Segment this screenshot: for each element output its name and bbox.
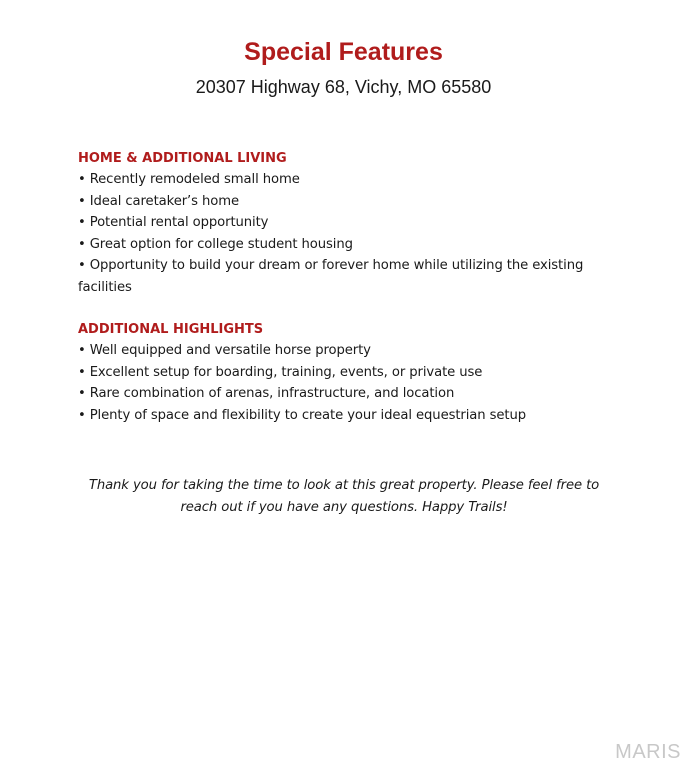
- list-item-text: Great option for college student housing: [89, 236, 353, 252]
- list-item: [78, 234, 618, 256]
- list-item-text: Well equipped and versatile horse property: [89, 343, 371, 358]
- property-address: 20307 Highway 68, Vichy, MO 65580: [195, 77, 492, 97]
- bullet-icon: •: [78, 343, 86, 358]
- bullet-icon: •: [78, 258, 86, 273]
- list-item-text: Opportunity to build your dream or forever home while utilizing the existing facilities: [78, 258, 584, 295]
- list-item: [78, 212, 618, 234]
- list-item: [78, 405, 618, 427]
- section-heading: ADDITIONAL HIGHLIGHTS: [78, 322, 264, 337]
- section-additional-highlights: [78, 319, 618, 426]
- bullet-icon: •: [78, 215, 86, 230]
- feature-list: [78, 340, 618, 426]
- bullet-icon: •: [78, 407, 86, 423]
- list-item: [78, 255, 618, 298]
- maris-watermark: MARIS: [615, 741, 681, 763]
- bullet-icon: •: [78, 236, 86, 252]
- list-item-text: Plenty of space and flexibility to create your ideal equestrian setup: [89, 407, 527, 423]
- list-item: [78, 362, 618, 384]
- list-item-text: Potential rental opportunity: [89, 215, 269, 230]
- list-item-text: Rare combination of arenas, infrastructure, and location: [89, 386, 455, 401]
- list-item-text: Ideal caretaker’s home: [89, 193, 239, 209]
- bullet-icon: •: [78, 172, 86, 187]
- bullet-icon: •: [78, 386, 86, 401]
- list-item-text: Excellent setup for boarding, training, events, or private use: [89, 364, 483, 380]
- bullet-icon: •: [78, 364, 86, 380]
- list-item: [78, 191, 618, 213]
- list-item: [78, 169, 618, 191]
- list-item: [78, 340, 618, 362]
- section-heading: HOME & ADDITIONAL LIVING: [78, 151, 287, 166]
- closing-message: Thank you for taking the time to look at this great property. Please feel free to reach out if you have any questions. Happy Trails!: [88, 478, 600, 516]
- bullet-icon: •: [78, 193, 86, 209]
- feature-list: [78, 169, 618, 298]
- list-item-text: Recently remodeled small home: [89, 172, 300, 187]
- list-item: [78, 383, 618, 405]
- section-home-additional-living: [78, 148, 618, 298]
- page-title: Special Features: [244, 38, 443, 66]
